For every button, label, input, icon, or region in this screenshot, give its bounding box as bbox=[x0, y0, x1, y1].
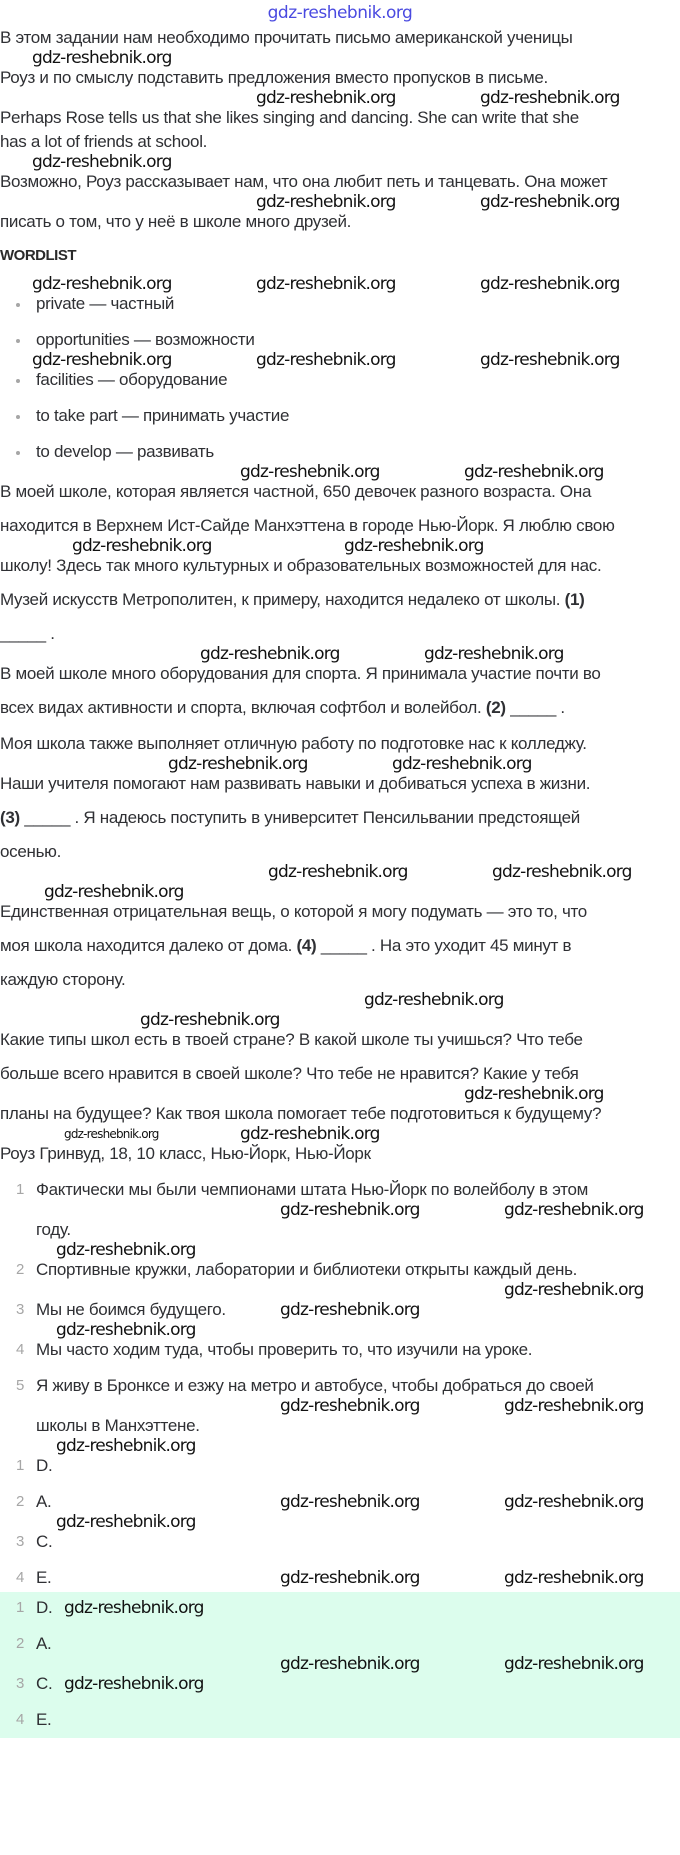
watermark-row bbox=[0, 990, 680, 1010]
letter-p3-line: Моя школа также выполняет отличную работу по подготовке нас к колледжу. bbox=[0, 734, 587, 753]
watermark: gdz-reshebnik.org bbox=[364, 990, 504, 1010]
highlight-answer-row bbox=[0, 1634, 680, 1654]
watermark: gdz-reshebnik.org bbox=[64, 1127, 159, 1141]
watermark-row bbox=[0, 882, 680, 902]
letter-p4-after: _____ . На это уходит 45 минут в bbox=[320, 936, 572, 955]
answer-letter: C. bbox=[36, 1532, 53, 1551]
letter-p1-line bbox=[0, 590, 680, 610]
watermark: gdz-reshebnik.org bbox=[344, 536, 484, 556]
watermark: gdz-reshebnik.org bbox=[56, 1436, 196, 1456]
answer-row bbox=[0, 1456, 680, 1476]
option-row bbox=[0, 1260, 680, 1280]
watermark: gdz-reshebnik.org bbox=[280, 1492, 420, 1512]
highlight-answer-letter: E. bbox=[36, 1710, 52, 1729]
watermark-row bbox=[0, 462, 680, 482]
bullet-icon bbox=[16, 303, 20, 307]
watermark: gdz-reshebnik.org bbox=[140, 1010, 280, 1030]
answer-number: 2 bbox=[16, 1493, 25, 1510]
highlight-answer-number: 4 bbox=[16, 1711, 25, 1728]
watermark: gdz-reshebnik.org bbox=[504, 1200, 644, 1220]
watermark-row bbox=[0, 88, 680, 108]
option-number: 2 bbox=[16, 1261, 25, 1278]
blank-2: _____ . bbox=[510, 698, 565, 717]
option-row bbox=[0, 1180, 680, 1200]
letter-p3-line bbox=[0, 808, 680, 828]
wordlist-heading: WORDLIST bbox=[0, 247, 76, 264]
intro-line-1: В этом задании нам необходимо прочитать письмо американской ученицы bbox=[0, 28, 573, 47]
option-number: 5 bbox=[16, 1377, 25, 1394]
watermark-row bbox=[0, 1240, 680, 1260]
option-row bbox=[0, 1376, 680, 1396]
letter-p5-line: планы на будущее? Как твоя школа помогает тебе подготовиться к будущему? bbox=[0, 1104, 602, 1123]
watermark-row bbox=[0, 536, 680, 556]
option-text: Спортивные кружки, лаборатории и библиотеки открыты каждый день. bbox=[36, 1260, 578, 1279]
watermark: gdz-reshebnik.org bbox=[32, 350, 172, 370]
watermark: gdz-reshebnik.org bbox=[56, 1240, 196, 1260]
letter-p4-end: каждую сторону. bbox=[0, 970, 126, 989]
letter-p1-line: В моей школе, которая является частной, 650 девочек разного возраста. Она bbox=[0, 482, 592, 501]
letter-p1-line: школу! Здесь так много культурных и образовательных возможностей для нас. bbox=[0, 556, 602, 575]
gap-marker-2: (2) bbox=[485, 698, 506, 717]
watermark-row bbox=[0, 862, 680, 882]
watermark: gdz-reshebnik.org bbox=[504, 1654, 644, 1674]
watermark: gdz-reshebnik.org bbox=[480, 88, 620, 108]
option-text: Фактически мы были чемпионами штата Нью-Йорк по волейболу в этом bbox=[36, 1180, 589, 1199]
letter-p4-line: Единственная отрицательная вещь, о которой я могу подумать — это то, что bbox=[0, 902, 587, 921]
answer-row bbox=[0, 1532, 680, 1552]
wordlist-item: opportunities — возможности bbox=[36, 330, 255, 349]
answer-letter: E. bbox=[36, 1568, 52, 1587]
watermark: gdz-reshebnik.org bbox=[240, 1124, 380, 1144]
watermark: gdz-reshebnik.org bbox=[280, 1568, 420, 1588]
watermark: gdz-reshebnik.org bbox=[64, 1598, 204, 1618]
wordlist-item: private — частный bbox=[36, 294, 175, 313]
gap-marker-4: (4) bbox=[296, 936, 317, 955]
bullet-icon bbox=[16, 415, 20, 419]
wordlist-row bbox=[0, 330, 680, 350]
option-text: Мы не боимся будущего. bbox=[36, 1300, 226, 1319]
answer-number: 1 bbox=[16, 1457, 25, 1474]
wordlist-item: to develop — развивать bbox=[36, 442, 214, 461]
wordlist-row bbox=[0, 294, 680, 314]
watermark: gdz-reshebnik.org bbox=[32, 48, 172, 68]
watermark: gdz-reshebnik.org bbox=[280, 1300, 420, 1320]
watermark-row bbox=[0, 1320, 680, 1340]
letter-p3-end: осенью. bbox=[0, 842, 62, 861]
watermark: gdz-reshebnik.org bbox=[504, 1396, 644, 1416]
watermark: gdz-reshebnik.org bbox=[504, 1568, 644, 1588]
watermark-row bbox=[0, 1010, 680, 1030]
bullet-icon bbox=[16, 379, 20, 383]
wordlist-row bbox=[0, 442, 680, 462]
watermark: gdz-reshebnik.org bbox=[464, 462, 604, 482]
watermark-row bbox=[0, 350, 680, 370]
answer-row bbox=[0, 1492, 680, 1512]
watermark: gdz-reshebnik.org bbox=[168, 754, 308, 774]
letter-p3-line: Наши учителя помогают нам развивать навыки и добиваться успеха в жизни. bbox=[0, 774, 591, 793]
site-header-link[interactable]: gdz-reshebnik.org bbox=[267, 3, 413, 23]
watermark: gdz-reshebnik.org bbox=[56, 1512, 196, 1532]
watermark: gdz-reshebnik.org bbox=[480, 350, 620, 370]
watermark: gdz-reshebnik.org bbox=[504, 1492, 644, 1512]
watermark-row bbox=[0, 274, 680, 294]
highlight-answer-row bbox=[0, 1674, 680, 1694]
letter-p3-after: _____ . Я надеюсь поступить в университет Пенсильвании предстоящей bbox=[24, 808, 580, 827]
watermark: gdz-reshebnik.org bbox=[256, 192, 396, 212]
answer-number: 4 bbox=[16, 1569, 25, 1586]
highlight-answer-number: 3 bbox=[16, 1675, 25, 1692]
letter-p1-text: Музей искусств Метрополитен, к примеру, находится недалеко от школы. bbox=[0, 590, 561, 609]
highlight-answer-letter: A. bbox=[36, 1634, 52, 1653]
wordlist-item: to take part — принимать участие bbox=[36, 406, 290, 425]
wordlist-row bbox=[0, 406, 680, 426]
intro-en-line-2: has a lot of friends at school. bbox=[0, 132, 208, 151]
watermark-row bbox=[0, 754, 680, 774]
watermark: gdz-reshebnik.org bbox=[424, 644, 564, 664]
letter-p2-line bbox=[0, 698, 680, 718]
watermark: gdz-reshebnik.org bbox=[256, 88, 396, 108]
option-row bbox=[0, 1300, 680, 1320]
wordlist-row bbox=[0, 370, 680, 390]
watermark-row bbox=[0, 192, 680, 212]
letter-p4-text: моя школа находится далеко от дома. bbox=[0, 936, 293, 955]
watermark: gdz-reshebnik.org bbox=[492, 862, 632, 882]
answer-letter: D. bbox=[36, 1456, 53, 1475]
watermark-row bbox=[0, 152, 680, 172]
letter-signature: Роуз Гринвуд, 18, 10 класс, Нью-Йорк, Нью-Йорк bbox=[0, 1144, 371, 1163]
intro-line-2: Роуз и по смыслу подставить предложения вместо пропусков в письме. bbox=[0, 68, 548, 87]
watermark-row bbox=[0, 1280, 680, 1300]
watermark-row bbox=[0, 1396, 680, 1416]
highlight-answer-number: 2 bbox=[16, 1635, 25, 1652]
watermark: gdz-reshebnik.org bbox=[64, 1674, 204, 1694]
watermark-row bbox=[0, 1512, 680, 1532]
bullet-icon bbox=[16, 339, 20, 343]
watermark: gdz-reshebnik.org bbox=[280, 1396, 420, 1416]
bullet-icon bbox=[16, 451, 20, 455]
answer-number: 3 bbox=[16, 1533, 25, 1550]
letter-p2-line: В моей школе много оборудования для спорта. Я принимала участие почти во bbox=[0, 664, 601, 683]
intro-en-line-1: Perhaps Rose tells us that she likes singing and dancing. She can write that she bbox=[0, 108, 579, 127]
wordlist-item: facilities — оборудование bbox=[36, 370, 228, 389]
letter-p5-line: Какие типы школ есть в твоей стране? В какой школе ты учишься? Что тебе bbox=[0, 1030, 583, 1049]
watermark: gdz-reshebnik.org bbox=[480, 192, 620, 212]
option-text-cont: году. bbox=[36, 1220, 71, 1239]
option-text: Я живу в Бронксе и езжу на метро и автобусе, чтобы добраться до своей bbox=[36, 1376, 594, 1395]
watermark-row bbox=[0, 1124, 680, 1144]
intro-ru-line-1: Возможно, Роуз рассказывает нам, что она любит петь и танцевать. Она может bbox=[0, 172, 608, 191]
highlight-answer-letter: D. bbox=[36, 1598, 53, 1617]
watermark: gdz-reshebnik.org bbox=[504, 1280, 644, 1300]
option-number: 3 bbox=[16, 1301, 25, 1318]
watermark: gdz-reshebnik.org bbox=[32, 152, 172, 172]
watermark: gdz-reshebnik.org bbox=[280, 1200, 420, 1220]
watermark: gdz-reshebnik.org bbox=[32, 274, 172, 294]
watermark: gdz-reshebnik.org bbox=[240, 462, 380, 482]
highlight-answer-letter: C. bbox=[36, 1674, 53, 1693]
letter-p2-text: всех видах активности и спорта, включая софтбол и волейбол. bbox=[0, 698, 482, 717]
watermark: gdz-reshebnik.org bbox=[200, 644, 340, 664]
watermark-row bbox=[0, 1436, 680, 1456]
blank-1: _____ . bbox=[0, 624, 55, 643]
highlight-answer-row bbox=[0, 1598, 680, 1618]
watermark: gdz-reshebnik.org bbox=[268, 862, 408, 882]
watermark-row bbox=[0, 1200, 680, 1220]
watermark: gdz-reshebnik.org bbox=[72, 536, 212, 556]
watermark: gdz-reshebnik.org bbox=[280, 1654, 420, 1674]
watermark-row bbox=[0, 644, 680, 664]
option-text: Мы часто ходим туда, чтобы проверить то, что изучили на уроке. bbox=[36, 1340, 533, 1359]
option-text-cont: школы в Манхэттене. bbox=[36, 1416, 200, 1435]
answer-highlight-box bbox=[0, 1592, 680, 1738]
watermark-row bbox=[0, 1654, 680, 1674]
watermark: gdz-reshebnik.org bbox=[480, 274, 620, 294]
watermark: gdz-reshebnik.org bbox=[392, 754, 532, 774]
answer-row bbox=[0, 1568, 680, 1588]
option-row bbox=[0, 1340, 680, 1360]
intro-ru-line-2: писать о том, что у неё в школе много друзей. bbox=[0, 212, 352, 231]
gap-marker-1: (1) bbox=[564, 590, 585, 609]
gap-marker-3: (3) bbox=[0, 808, 20, 827]
letter-p1-line: находится в Верхнем Ист-Сайде Манхэттена в городе Нью-Йорк. Я люблю свою bbox=[0, 516, 615, 535]
watermark: gdz-reshebnik.org bbox=[256, 350, 396, 370]
watermark-row bbox=[0, 1084, 680, 1104]
letter-p5-line: больше всего нравится в своей школе? Что тебе не нравится? Какие у тебя bbox=[0, 1064, 579, 1083]
watermark-row bbox=[0, 48, 680, 68]
watermark: gdz-reshebnik.org bbox=[56, 1320, 196, 1340]
option-number: 1 bbox=[16, 1181, 25, 1198]
watermark: gdz-reshebnik.org bbox=[256, 274, 396, 294]
answer-letter: A. bbox=[36, 1492, 52, 1511]
letter-p4-line bbox=[0, 936, 680, 956]
watermark: gdz-reshebnik.org bbox=[44, 882, 184, 902]
highlight-answer-number: 1 bbox=[16, 1599, 25, 1616]
watermark: gdz-reshebnik.org bbox=[464, 1084, 604, 1104]
highlight-answer-row bbox=[0, 1710, 680, 1730]
option-number: 4 bbox=[16, 1341, 25, 1358]
